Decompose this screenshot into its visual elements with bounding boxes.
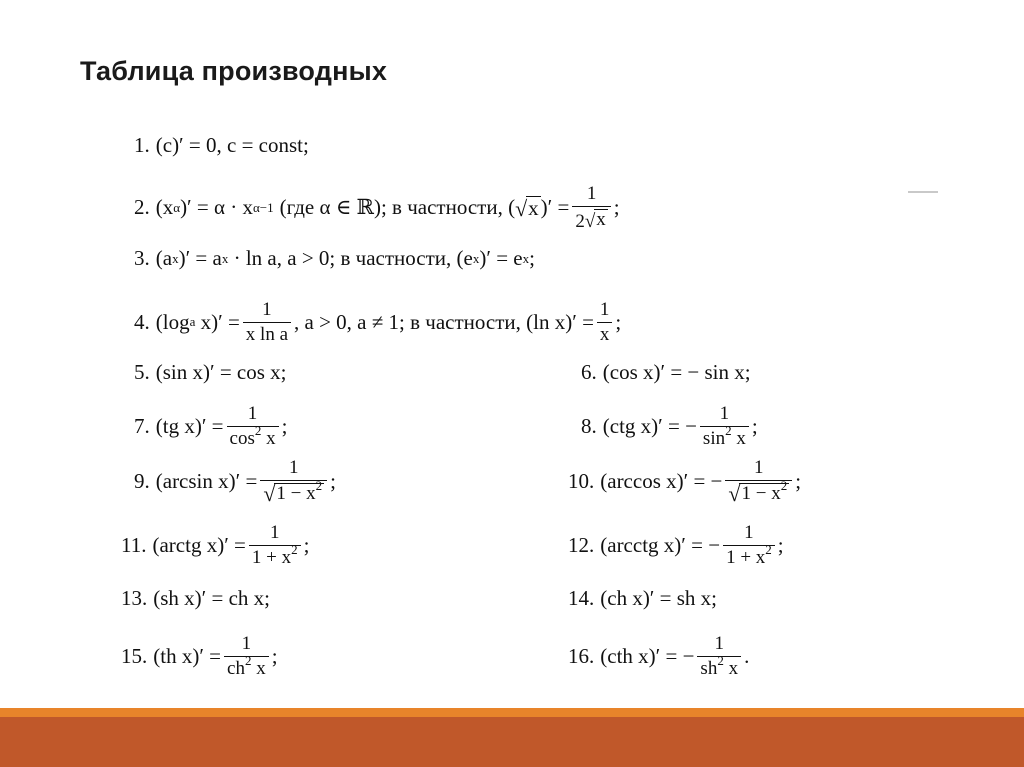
formula-10 [568, 458, 801, 506]
sqrt-expression: √ x [515, 195, 539, 221]
formula-end: ; [281, 413, 288, 438]
exponent: 2 [254, 422, 262, 438]
formula-number: 4. [134, 309, 150, 334]
exponent: 2 [717, 652, 724, 668]
formula-2: 2. (x α )′ = α · x α−1 (где α ∈ ℝ); в частности, ( √ x )′ = 1 2 √ x ; [134, 183, 620, 232]
accent-bar-light [0, 708, 1024, 717]
formula-text: (c)′ = 0, c = const; [155, 133, 309, 157]
formula-lhs: (arccos x)′ = − [600, 469, 723, 494]
denominator [249, 541, 301, 568]
formula-12 [568, 523, 784, 568]
formula-part: )′ = e [479, 246, 523, 270]
denominator: x ln a [243, 322, 291, 345]
formula-text: (sin x)′ = cos x; [155, 360, 287, 384]
formula-1 [134, 135, 309, 156]
formula-end: ; [777, 532, 784, 557]
numerator: 1 [288, 457, 299, 478]
formula-number: 15. [121, 643, 148, 668]
formula-5 [134, 362, 287, 383]
formula-13 [121, 588, 270, 609]
denominator-part: x [723, 657, 739, 679]
fraction [249, 523, 301, 568]
fraction [697, 634, 741, 679]
numerator: 1 [719, 403, 730, 424]
numerator: 1 [262, 299, 272, 320]
sqrt-argument: 1 − x [276, 483, 316, 505]
denominator [700, 422, 749, 449]
denominator-part: 1 + x [726, 546, 766, 568]
formula-number: 11. [121, 532, 147, 557]
formula-part: · ln a, a > 0; в частности, (e [228, 246, 473, 270]
formula-part: x)′ = [195, 309, 240, 334]
formula-number: 13. [121, 586, 148, 610]
formula-end: ; [271, 643, 278, 668]
formula-lhs: (arcctg x)′ = − [600, 532, 721, 557]
accent-bar-dark [0, 717, 1024, 767]
formula-lhs: (x [155, 195, 174, 220]
formula-lhs: (th x)′ = [153, 643, 222, 668]
numerator: 1 [247, 403, 258, 424]
formula-lhs: (ctg x)′ = − [602, 413, 697, 438]
formula-part: )′ = a [178, 246, 222, 270]
formula-number: 16. [568, 643, 595, 668]
formula-number: 1. [134, 133, 150, 157]
fraction [227, 404, 279, 449]
denominator: 2 √ x [572, 206, 610, 232]
numerator: 1 [241, 633, 252, 654]
formula-14 [568, 588, 717, 609]
formula-number: 5. [134, 360, 150, 384]
formula-lhs: (arctg x)′ = [152, 532, 246, 557]
formula-end: ; [303, 532, 310, 557]
formula-lhs: (tg x)′ = [155, 413, 224, 438]
exponent: 2 [244, 652, 252, 668]
exponent: 2 [765, 541, 772, 557]
formula-number: 2. [134, 195, 150, 220]
formula-end: . [744, 643, 750, 668]
formula-text: (sh x)′ = ch x; [153, 586, 271, 610]
numerator: 1 [586, 183, 597, 204]
formula-number: 8. [581, 413, 597, 438]
denominator: x [597, 322, 613, 345]
formula-8 [581, 404, 758, 449]
fraction [597, 300, 613, 345]
sqrt-argument: x [528, 195, 539, 220]
exponent: 2 [315, 478, 323, 494]
denominator-part: 1 + x [251, 546, 292, 568]
numerator: 1 [754, 457, 764, 478]
formula-part: (log [155, 309, 190, 334]
denominator-coef: 2 [575, 210, 585, 232]
formula-6 [581, 362, 751, 383]
formula-number: 9. [134, 469, 150, 494]
formula-16 [568, 634, 749, 679]
denominator [697, 652, 741, 679]
formula-part: , a > 0, a ≠ 1; в частности, (ln x)′ = [294, 309, 594, 334]
formula-3: 3. (a x )′ = a x · ln a, a > 0; в частности, (e x )′ = e x ; [134, 246, 535, 270]
denominator-part: ch [227, 657, 245, 679]
fraction [572, 184, 610, 232]
fraction [700, 404, 749, 449]
denominator-part: x [251, 657, 266, 679]
fraction [243, 300, 291, 345]
formula-lhs: (cth x)′ = − [600, 643, 695, 668]
exponent: 2 [780, 478, 788, 494]
fraction [725, 458, 792, 506]
formula-number: 3. [134, 246, 150, 270]
formula-7 [134, 404, 287, 449]
formula-4: 4. (log a x)′ = $\frac{1}{\text{x ln a}}$ , a > 0, a ≠ 1; в частности, (ln x)′ = $\frac{1}{x}$ ; [134, 299, 622, 345]
denominator [224, 652, 269, 679]
formula-number: 6. [581, 360, 597, 384]
formula-number: 12. [568, 532, 595, 557]
formula-end: ; [529, 246, 535, 270]
formula-end: ; [615, 309, 622, 334]
formula-9 [134, 458, 336, 506]
formula-15 [121, 634, 278, 679]
sqrt-argument: x [596, 208, 606, 230]
formula-end: ; [330, 469, 336, 494]
page-title: Таблица производных [80, 56, 388, 86]
formula-11 [121, 523, 309, 568]
numerator: 1 [744, 522, 754, 543]
fraction [260, 458, 327, 506]
exponent: 2 [291, 541, 298, 557]
denominator-part: x [731, 427, 746, 449]
formula-text: (cos x)′ = − sin x; [602, 360, 751, 384]
denominator [227, 422, 279, 449]
formula-eq: )′ = [540, 195, 570, 220]
numerator: 1 [714, 633, 724, 654]
formula-end: ; [613, 195, 620, 220]
formula-part: (a [155, 246, 173, 270]
formula-number: 10. [568, 469, 595, 494]
formula-end: ; [795, 469, 802, 494]
denominator [723, 541, 775, 568]
formula-note: (где α ∈ ℝ); в частности, ( [279, 195, 516, 220]
numerator: 1 [270, 522, 280, 543]
formula-end: ; [751, 413, 758, 438]
fraction [224, 634, 269, 679]
sqrt-argument: 1 − x [741, 483, 781, 505]
fraction [723, 523, 775, 568]
formula-lhs: (arcsin x)′ = [155, 469, 258, 494]
formula-number: 7. [134, 413, 150, 438]
formula-number: 14. [568, 586, 595, 610]
formula-eq: )′ = α · x [180, 195, 253, 220]
decorative-line [908, 191, 938, 193]
denominator-part: sh [700, 657, 718, 679]
formula-text: (ch x)′ = sh x; [600, 586, 718, 610]
denominator-part: x [261, 427, 276, 449]
denominator-part: sin [702, 427, 726, 449]
denominator: √ $1 - x^2$ [725, 480, 792, 506]
exponent: 2 [725, 422, 732, 438]
denominator: √ $1 - x^2$ [260, 480, 327, 506]
denominator-part: cos [229, 427, 255, 449]
numerator: 1 [599, 299, 610, 320]
